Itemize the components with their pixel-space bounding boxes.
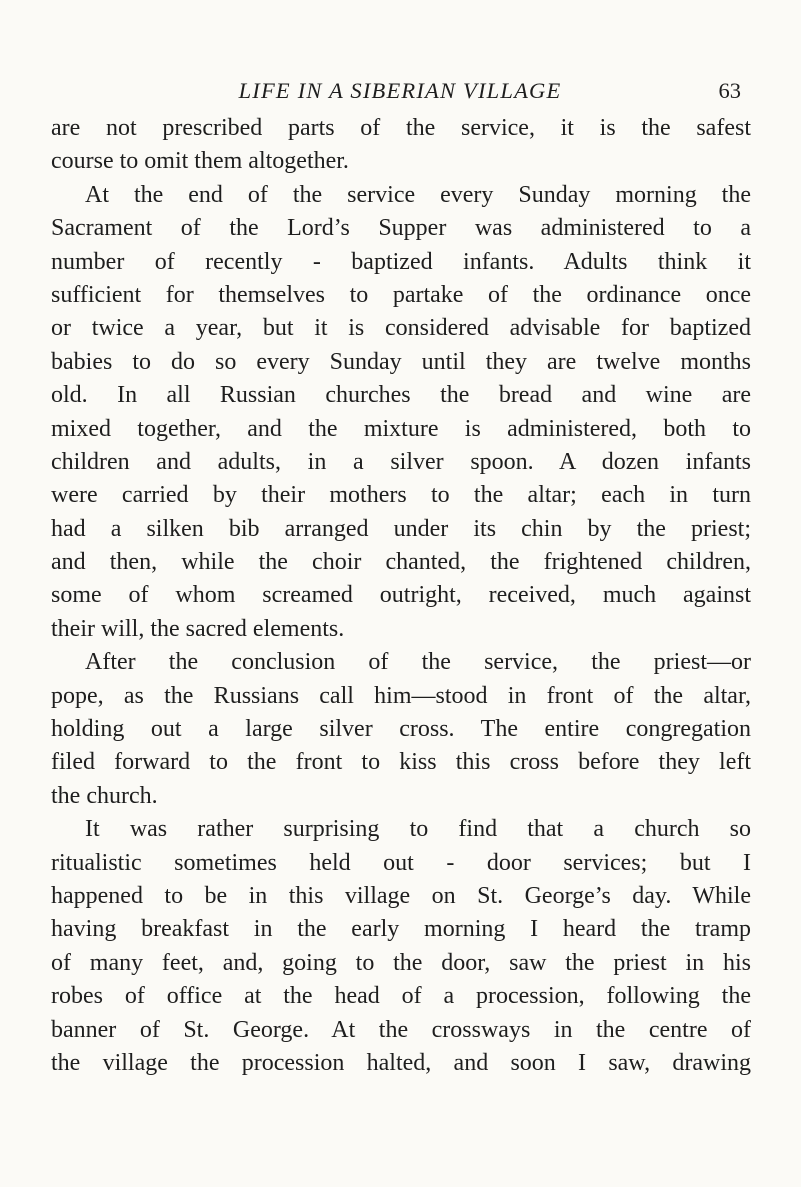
text-line: or twice a year, but it is considered advisable for baptized: [51, 315, 751, 342]
text-line: course to omit them altogether.: [51, 148, 349, 175]
text-line: are not prescribed parts of the service, it is the safest: [51, 115, 751, 141]
running-title: LIFE IN A SIBERIAN VILLAGE: [238, 78, 562, 103]
text-line: ritualistic sometimes held out - door services; but I: [51, 849, 751, 876]
running-head: [0, 76, 801, 112]
page-number: 63: [718, 78, 741, 103]
text-line: happened to be in this village on St. George’s day. While: [51, 882, 751, 909]
text-line: Sacrament of the Lord’s Supper was administered to a: [51, 215, 751, 242]
text-line: were carried by their mothers to the altar; each in turn: [51, 482, 751, 509]
text-line: robes of office at the head of a procession, following the: [51, 983, 751, 1010]
text-line: the village the procession halted, and soon I saw, drawing: [51, 1049, 751, 1076]
text-line: mixed together, and the mixture is administered, both to: [51, 415, 751, 442]
text-line: After the conclusion of the service, the priest—or: [85, 649, 751, 676]
text-line: At the end of the service every Sunday morning the: [85, 181, 751, 208]
text-line: holding out a large silver cross. The entire congregation: [51, 716, 751, 743]
text-line: It was rather surprising to find that a church so: [85, 816, 751, 843]
body-text: [51, 112, 751, 1080]
text-line: filed forward to the front to kiss this cross before they left: [51, 749, 751, 776]
text-line: having breakfast in the early morning I heard the tramp: [51, 916, 751, 943]
text-line: banner of St. George. At the crossways in the centre of: [51, 1016, 751, 1043]
text-line: pope, as the Russians call him—stood in front of the altar,: [51, 682, 751, 709]
text-line: children and adults, in a silver spoon. A dozen infants: [51, 448, 751, 475]
text-line: their will, the sacred elements.: [51, 615, 345, 642]
text-line: had a silken bib arranged under its chin by the priest;: [51, 515, 751, 542]
text-line: of many feet, and, going to the door, saw the priest in his: [51, 949, 751, 976]
text-line: some of whom screamed outright, received, much against: [51, 582, 751, 609]
text-line: babies to do so every Sunday until they are twelve months: [51, 348, 751, 375]
text-line: the church.: [51, 782, 158, 809]
text-line: and then, while the choir chanted, the frightened children,: [51, 549, 751, 576]
text-line: sufficient for themselves to partake of the ordinance once: [51, 281, 751, 308]
text-line: old. In all Russian churches the bread and wine are: [51, 382, 751, 409]
text-line: number of recently - baptized infants. Adults think it: [51, 248, 751, 275]
